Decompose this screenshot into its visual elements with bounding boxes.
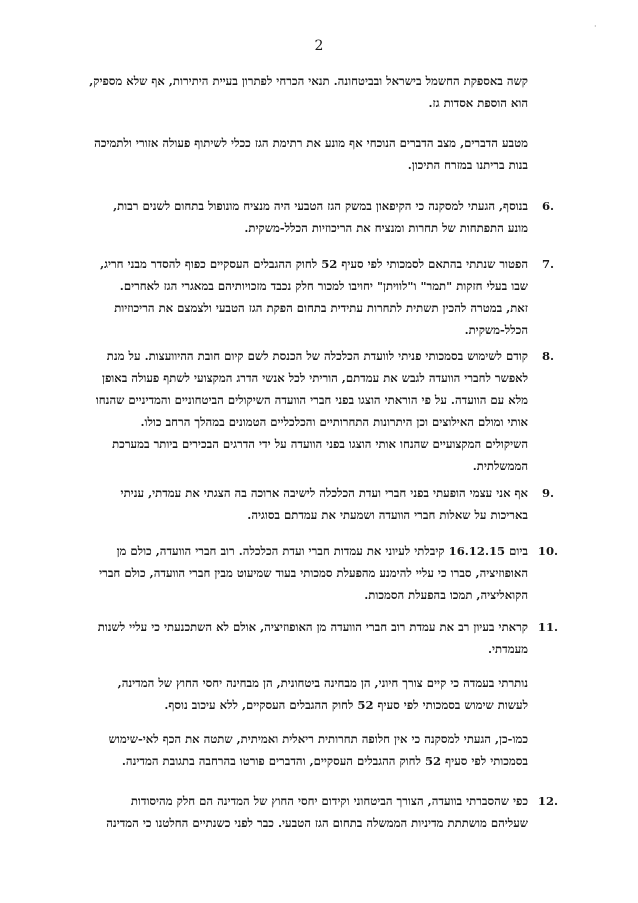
paragraph-12 [58, 790, 528, 834]
paragraph-6 [58, 195, 528, 239]
paragraph-number: 10. [537, 544, 559, 558]
text-line: הוא הוספת אסדות גז. [428, 96, 528, 110]
corner-mark: · [594, 22, 597, 31]
text-line: מעמדתי. [487, 642, 528, 656]
paragraph-11-conclusion [58, 728, 528, 772]
text-line: השיקולים המקצועיים שהנחו אותי הוצגו בפני הוועדה על ידי הדרגים הבכירים ביותר במערכת [112, 437, 528, 451]
paragraph-9 [58, 482, 528, 526]
paragraph-number: 8. [541, 349, 555, 363]
paragraph-number: 11. [537, 620, 559, 634]
text-line: האופוזיציה, סברו כי עליי להימנע מהפעלת סמכותי בעוד שמיעוט מבין חברי הוועדה, כולם חברי [99, 566, 528, 580]
text-line: קשה באספקת החשמל בישראל ובביטחונה. תנאי הכרחי לפתרון בעיית היתירות, אף שלא מספיק, [89, 74, 528, 88]
text-line: הקואליציה, תמכו בהפעלת הסמכות. [364, 588, 528, 602]
text-line: לעשות שימוש בסמכותי לפי סעיף 52 לחוק ההגבלים העסקיים, ללא עיכוב נוסף. [164, 698, 528, 712]
nature-paragraph [58, 132, 528, 176]
intro-paragraph [58, 70, 528, 114]
text-line: מלא עם הוועדה. על פי הוראתי הוצגו בפני חברי הוועדה השיקולים הביטחוניים והמדיניים שהנחו [95, 393, 528, 407]
text-line: נותרתי בעמדה כי קיים צורך חיוני, הן מבחינה ביטחונית, הן מבחינה יחסי החוץ של המדינה, [117, 676, 528, 690]
text-line: בנוסף, הגעתי למסקנה כי הקיפאון במשק הגז הטבעי היה מנציח מונופול בתחום לשנים רבות, [113, 199, 528, 213]
text-line: שבו בעלי חזקות "תמר" ו"לוויתן" יחויבו למכור חלק נכבד מזכויותיהם במאגרי הגז לאחרים. [119, 279, 528, 293]
text-line: הממשלתית. [472, 459, 528, 473]
paragraph-7 [58, 253, 528, 341]
text-line: זאת, במטרה להכין תשתית לתחרות עתידית בתחום הפקת הגז הטבעי ולצמצם את הריכוזיות [114, 301, 528, 315]
text-line: כמו-כן, הגעתי למסקנה כי אין חלופה תחרותית ריאלית ואמיתית, שתטה את הכף לאי-שימוש [108, 732, 528, 746]
text-line: קודם לשימוש בסמכותי פניתי לוועדת הכלכלה של הכנסת לשם קיום חובת ההיוועצות. על מנת [106, 349, 528, 363]
paragraph-number: 12. [537, 794, 559, 808]
paragraph-8 [58, 345, 528, 477]
paragraph-number: 7. [541, 257, 555, 271]
text-line: מטבע הדברים, מצב הדברים הנוכחי אף מונע את רתימת הגז ככלי לשיתוף פעולה אזורי ולתמיכה [94, 136, 528, 150]
paragraph-11-continued [58, 672, 528, 716]
text-line: אף אני עצמי הופעתי בפני חברי ועדת הכלכלה לישיבה ארוכה בה הצגתי את עמדתי, עניתי [120, 486, 528, 500]
text-line: שעליהם מושתתת מדיניות הממשלה בתחום הגז הטבעי. כבר לפני כשנתיים החלטנו כי המדינה [106, 816, 528, 830]
text-line: הפטור שנתתי בהתאם לסמכותי לפי סעיף 52 לחוק ההגבלים העסקיים כפוף להסדר מבני חריג, [100, 257, 528, 271]
text-line: ביום 16.12.15 קיבלתי לעיוני את עמדות חברי ועדת הכלכלה. רוב חברי הוועדה, כולם מן [116, 544, 528, 558]
text-line: קראתי בעיון רב את עמדת רוב חברי הוועדה מן האופוזיציה, אולם לא השתכנעתי כי עליי לשנות [97, 620, 528, 634]
text-line: בנות בריתנו במזרח התיכון. [407, 158, 528, 172]
paragraph-10 [58, 540, 528, 606]
text-line: מונע התפתחות של תחרות ומנציח את הריכוזיות הכלל-משקית. [244, 221, 528, 235]
page-number: 2 [314, 38, 324, 54]
text-line: באריכות על שאלות חברי הוועדה ושמעתי את עמדתם בסוגיה. [247, 508, 528, 522]
text-line: הכלל-משקית. [464, 323, 528, 337]
text-line: לאפשר לחברי הוועדה לגבש את עמדתם, הוריתי לכל אנשי הדרג המקצועי לשתף פעולה באופן [102, 371, 528, 385]
text-line: אותי ומולם האילוצים וכן היתרונות התחרותיים והכלכליים הטמונים במהלך הרחב כולו. [140, 415, 528, 429]
paragraph-number: 9. [541, 486, 555, 500]
paragraph-11 [58, 616, 528, 660]
text-line: בסמכותי לפי סעיף 52 לחוק ההגבלים העסקיים, והדברים פורטו בהרחבה בתגובת המדינה. [121, 754, 528, 768]
paragraph-number: 6. [541, 199, 555, 213]
text-line: כפי שהסברתי בוועדה, הצורך הביטחוני וקידום יחסי החוץ של המדינה הם חלק מהיסודות [130, 794, 528, 808]
